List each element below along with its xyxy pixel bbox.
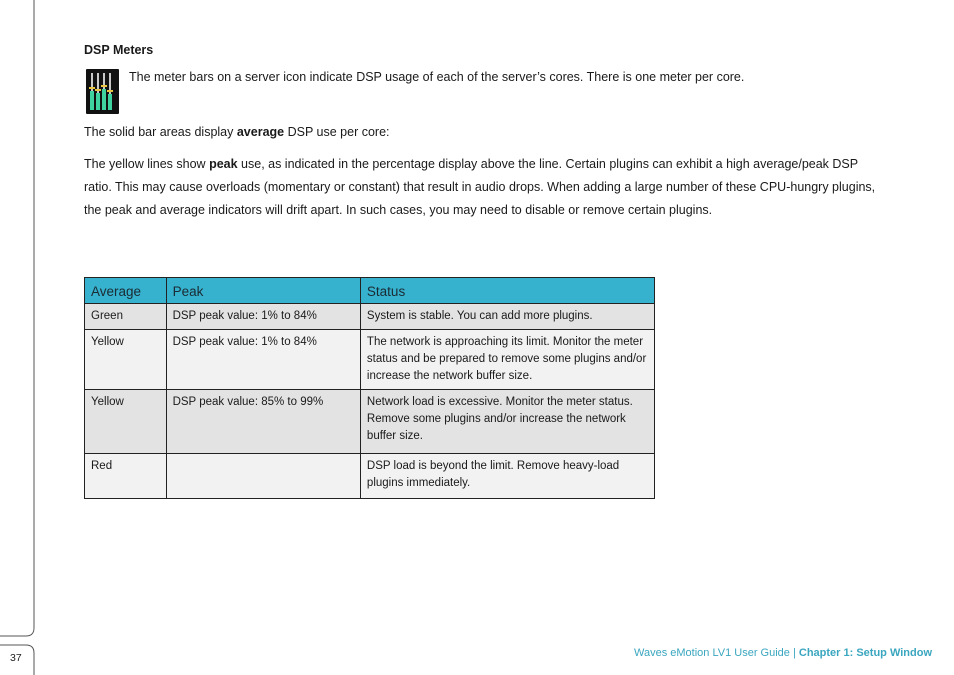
cell-peak: DSP peak value: 85% to 99% — [166, 390, 360, 454]
cell-average: Green — [85, 304, 167, 330]
cell-average: Yellow — [85, 330, 167, 390]
cell-status: Network load is excessive. Monitor the meter status. Remove some plugins and/or increase the network buffer size. — [360, 390, 654, 454]
table-row — [85, 304, 655, 330]
dsp-status-table — [84, 277, 655, 499]
cell-status: System is stable. You can add more plugins. — [360, 304, 654, 330]
cell-peak — [166, 454, 360, 499]
footer-separator: | — [792, 647, 796, 659]
page-margin-line — [0, 0, 40, 675]
footer-chapter: Chapter 1: Setup Window — [798, 647, 932, 659]
table-row — [85, 454, 655, 499]
cell-status: The network is approaching its limit. Monitor the meter status and be prepared to remove some plugins and/or increase the network buffer size. — [360, 330, 654, 390]
page-number: 37 — [10, 652, 22, 664]
column-header-average: Average — [85, 278, 167, 304]
average-paragraph: The solid bar areas display average DSP use per core: — [84, 125, 390, 139]
table-header-row — [85, 278, 655, 304]
section-title: DSP Meters — [84, 43, 154, 57]
cell-peak: DSP peak value: 1% to 84% — [166, 304, 360, 330]
section-intro: The meter bars on a server icon indicate DSP usage of each of the server’s cores. There is one meter per core. — [129, 70, 745, 84]
cell-average: Red — [85, 454, 167, 499]
table-row — [85, 330, 655, 390]
cell-status: DSP load is beyond the limit. Remove heavy-load plugins immediately. — [360, 454, 654, 499]
page-footer — [634, 647, 932, 659]
table-row — [85, 390, 655, 454]
column-header-peak: Peak — [166, 278, 360, 304]
cell-peak: DSP peak value: 1% to 84% — [166, 330, 360, 390]
cell-average: Yellow — [85, 390, 167, 454]
peak-paragraph: The yellow lines show peak use, as indicated in the percentage display above the line. Certain plugins can exhibit a high average/peak DSP ratio. This may cause overloads (momentary or constant) that result in audio drops. When adding a large number of these CPU-hungry plugins, the peak and average indicators will drift apart. In such cases, you may need to disable or remove certain plugins. — [84, 157, 876, 217]
footer-guide-title: Waves eMotion LV1 User Guide — [633, 647, 790, 659]
dsp-meter-icon — [86, 69, 119, 114]
column-header-status: Status — [360, 278, 654, 304]
